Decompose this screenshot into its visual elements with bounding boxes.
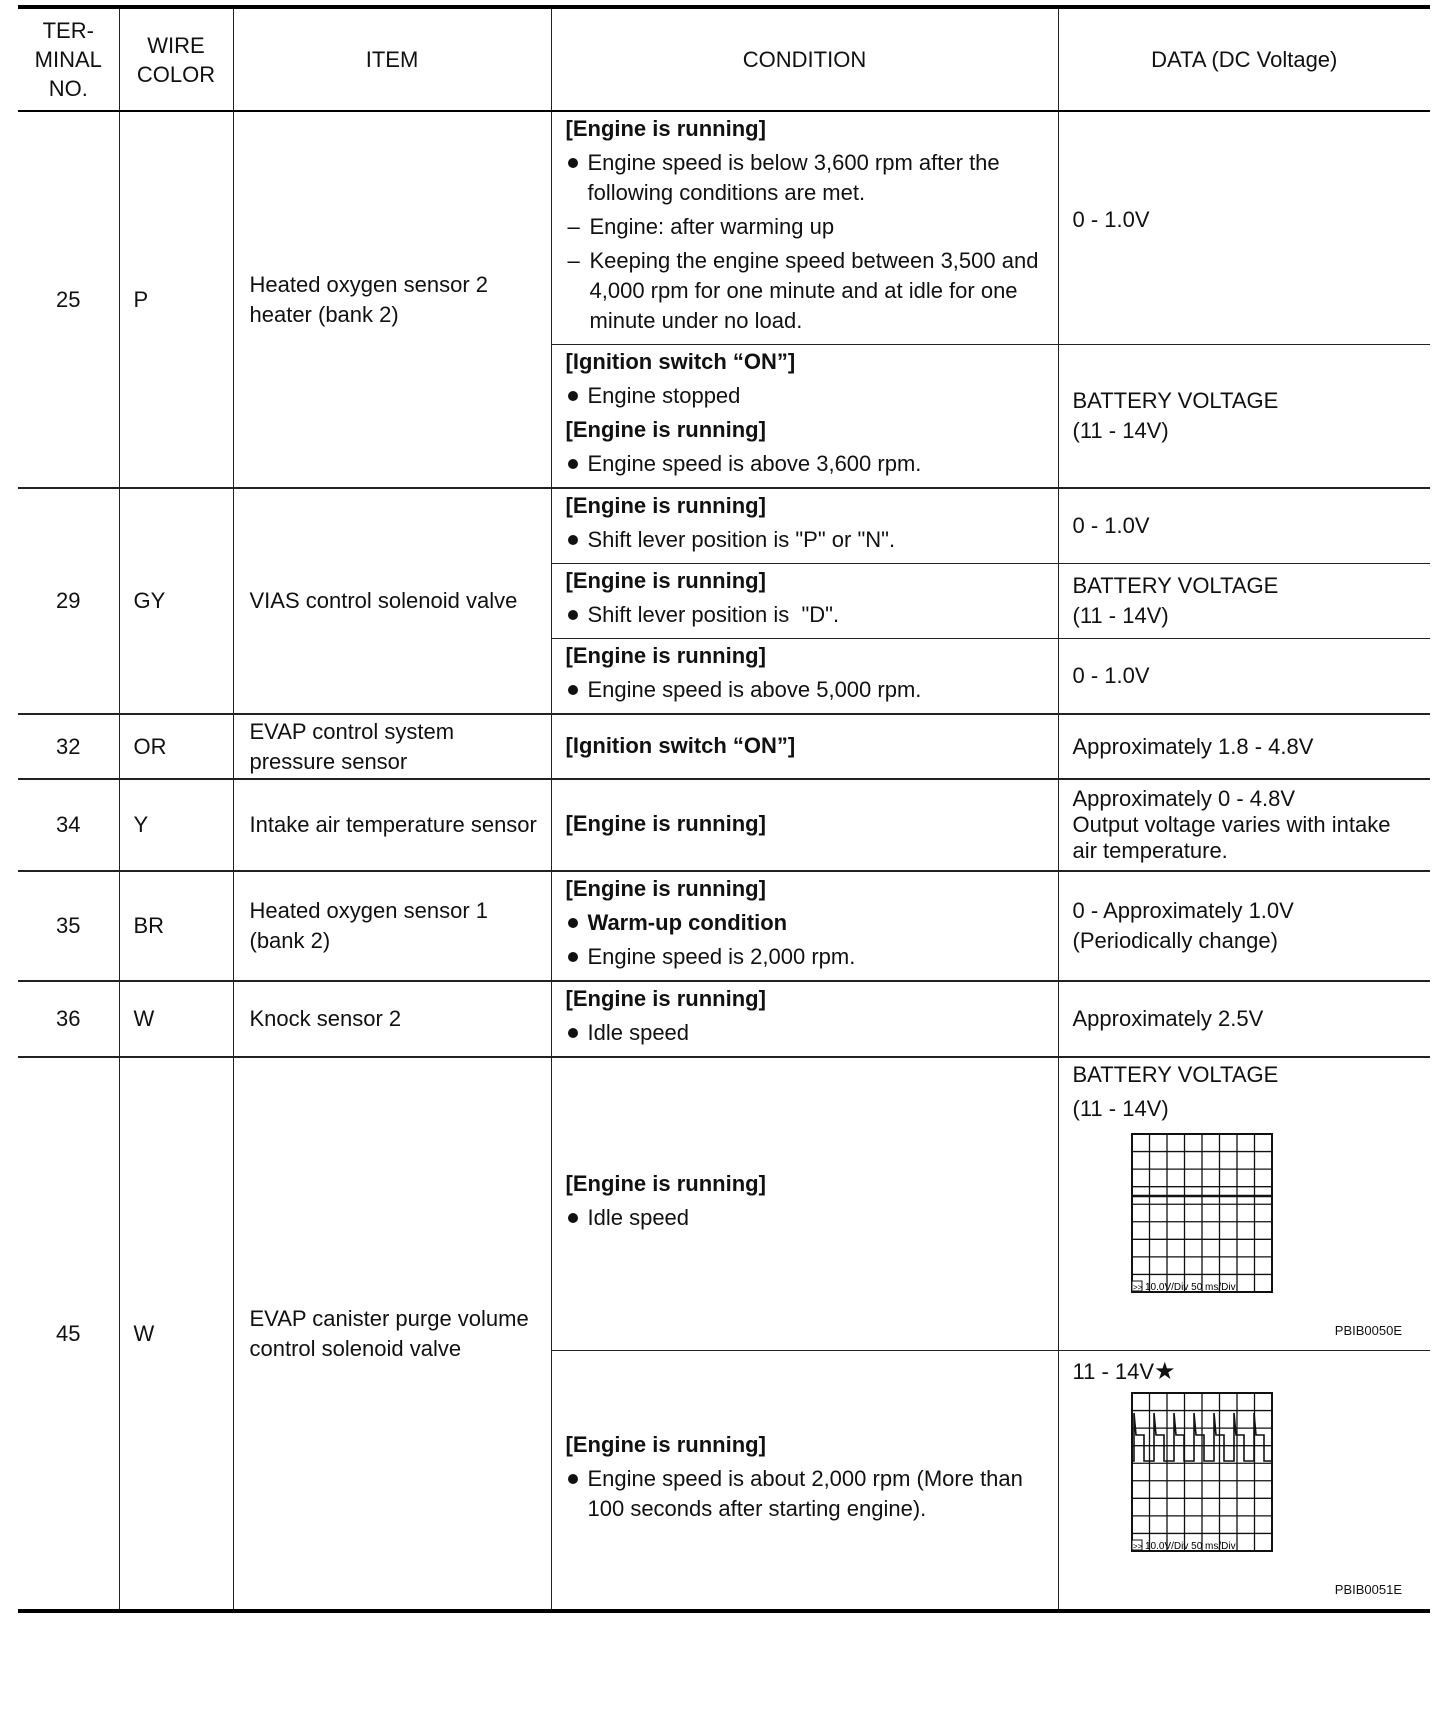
terminal-number: 25	[18, 111, 119, 488]
data-value: 0 - Approximately 1.0V (Periodically change)	[1058, 871, 1430, 981]
condition-heading: [Engine is running]	[565, 417, 766, 442]
condition-dash-item: – Engine: after warming up	[566, 212, 1046, 242]
bullet-icon	[568, 535, 578, 545]
condition-bullet: Engine speed is above 5,000 rpm.	[566, 675, 1046, 705]
data-value: 0 - 1.0V	[1058, 111, 1430, 345]
item-name: EVAP control system pressure sensor	[233, 714, 551, 779]
data-value: 11 - 14V★ >> 10.0V/Div 50 ms/Div PBIB0051E	[1058, 1351, 1430, 1612]
item-name: Knock sensor 2	[233, 981, 551, 1057]
table-row	[18, 111, 1430, 345]
bullet-icon	[568, 391, 578, 401]
condition-bullet: Shift lever position is "D".	[566, 600, 1046, 630]
condition-bullet: Engine speed is about 2,000 rpm (More than 100 seconds after starting engine).	[566, 1464, 1046, 1524]
condition-heading: [Ignition switch “ON”]	[565, 349, 796, 374]
condition-bullet: Shift lever position is "P" or "N".	[566, 525, 1046, 555]
wire-color: BR	[119, 871, 233, 981]
condition-heading: [Engine is running]	[565, 643, 766, 668]
terminal-number: 29	[18, 488, 119, 714]
svg-text:>>: >>	[1132, 1283, 1142, 1292]
bullet-icon	[568, 459, 578, 469]
item-name: EVAP canister purge volume control solenoid valve	[233, 1057, 551, 1611]
table-row	[18, 871, 1430, 981]
condition-heading: [Engine is running]	[565, 876, 766, 901]
terminal-data-table	[18, 5, 1430, 1613]
condition-heading: [Engine is running]	[565, 1171, 766, 1196]
wire-color: W	[119, 1057, 233, 1611]
header-row	[18, 7, 1430, 111]
data-value: BATTERY VOLTAGE (11 - 14V)	[1058, 345, 1430, 489]
condition-cell	[551, 639, 1058, 715]
condition-dash-item: – Keeping the engine speed between 3,500 and 4,000 rpm for one minute and at idle for one minute under no load.	[566, 246, 1046, 336]
table-row	[18, 714, 1430, 779]
condition-heading: [Engine is running]	[565, 811, 766, 836]
header-condition: CONDITION	[551, 7, 1058, 111]
wire-color: Y	[119, 779, 233, 871]
condition-heading: [Engine is running]	[565, 986, 766, 1011]
dash-icon: –	[567, 248, 580, 273]
oscilloscope-waveform	[1122, 1132, 1282, 1306]
condition-heading: [Engine is running]	[565, 568, 766, 593]
condition-bullet: Engine stopped	[566, 381, 1046, 411]
condition-bullet: Warm-up condition	[566, 908, 1046, 938]
bullet-icon	[568, 685, 578, 695]
data-value: 0 - 1.0V	[1058, 639, 1430, 715]
data-value: 0 - 1.0V	[1058, 488, 1430, 564]
condition-bullet: Idle speed	[566, 1203, 1046, 1233]
condition-cell	[551, 488, 1058, 564]
wire-color: W	[119, 981, 233, 1057]
terminal-number: 36	[18, 981, 119, 1057]
terminal-number: 32	[18, 714, 119, 779]
data-value: BATTERY VOLTAGE (11 - 14V) >> 10.0V/Div 50 ms/Div PBIB0050E	[1058, 1057, 1430, 1351]
table-row	[18, 981, 1430, 1057]
wire-color: GY	[119, 488, 233, 714]
table-row	[18, 1057, 1430, 1351]
header-terminal-no: TER- MINAL NO.	[18, 7, 119, 111]
dash-icon: –	[567, 214, 580, 239]
condition-heading: [Ignition switch “ON”]	[565, 732, 796, 758]
condition-cell	[551, 1351, 1058, 1612]
condition-bullet: Idle speed	[566, 1018, 1046, 1048]
bullet-icon	[568, 918, 578, 928]
data-value: Approximately 0 - 4.8V Output voltage varies with intake air temperature.	[1058, 779, 1430, 871]
terminal-number: 35	[18, 871, 119, 981]
condition-bullet: Engine speed is 2,000 rpm.	[566, 942, 1046, 972]
wire-color: P	[119, 111, 233, 488]
condition-cell	[551, 345, 1058, 489]
data-value: Approximately 2.5V	[1058, 981, 1430, 1057]
oscilloscope-waveform	[1122, 1391, 1282, 1565]
header-wire-color: WIRE COLOR	[119, 7, 233, 111]
item-name: Heated oxygen sensor 2 heater (bank 2)	[233, 111, 551, 488]
condition-bullet: Engine speed is above 3,600 rpm.	[566, 449, 1046, 479]
item-name: Heated oxygen sensor 1 (bank 2)	[233, 871, 551, 981]
figure-code: PBIB0050E	[1334, 1323, 1402, 1338]
bullet-icon	[568, 1474, 578, 1484]
bullet-icon	[568, 1213, 578, 1223]
data-value: BATTERY VOLTAGE (11 - 14V)	[1058, 564, 1430, 639]
svg-text:>>: >>	[1132, 1542, 1142, 1551]
condition-cell	[551, 111, 1058, 345]
condition-heading: [Engine is running]	[565, 1432, 766, 1457]
condition-heading: [Engine is running]	[565, 116, 766, 141]
header-item: ITEM	[233, 7, 551, 111]
bullet-icon	[568, 610, 578, 620]
condition-heading: [Engine is running]	[565, 493, 766, 518]
table-row	[18, 779, 1430, 871]
bullet-icon	[568, 952, 578, 962]
header-data: DATA (DC Voltage)	[1058, 7, 1430, 111]
figure-code: PBIB0051E	[1334, 1582, 1402, 1597]
condition-cell	[551, 981, 1058, 1057]
bullet-icon	[568, 158, 578, 168]
scope-scale-label: 10.0V/Div 50 ms/Div	[1144, 1282, 1236, 1293]
condition-cell	[551, 564, 1058, 639]
condition-cell	[551, 779, 1058, 871]
wire-color: OR	[119, 714, 233, 779]
condition-cell	[551, 1057, 1058, 1351]
star-icon: ★	[1154, 1358, 1176, 1385]
data-value: Approximately 1.8 - 4.8V	[1058, 714, 1430, 779]
table-row	[18, 488, 1430, 564]
bullet-icon	[568, 1028, 578, 1038]
terminal-number: 45	[18, 1057, 119, 1611]
item-name: VIAS control solenoid valve	[233, 488, 551, 714]
item-name: Intake air temperature sensor	[233, 779, 551, 871]
terminal-number: 34	[18, 779, 119, 871]
condition-bullet: Engine speed is below 3,600 rpm after the following conditions are met.	[566, 148, 1046, 208]
condition-cell	[551, 714, 1058, 779]
scope-scale-label: 10.0V/Div 50 ms/Div	[1144, 1541, 1236, 1552]
condition-cell	[551, 871, 1058, 981]
